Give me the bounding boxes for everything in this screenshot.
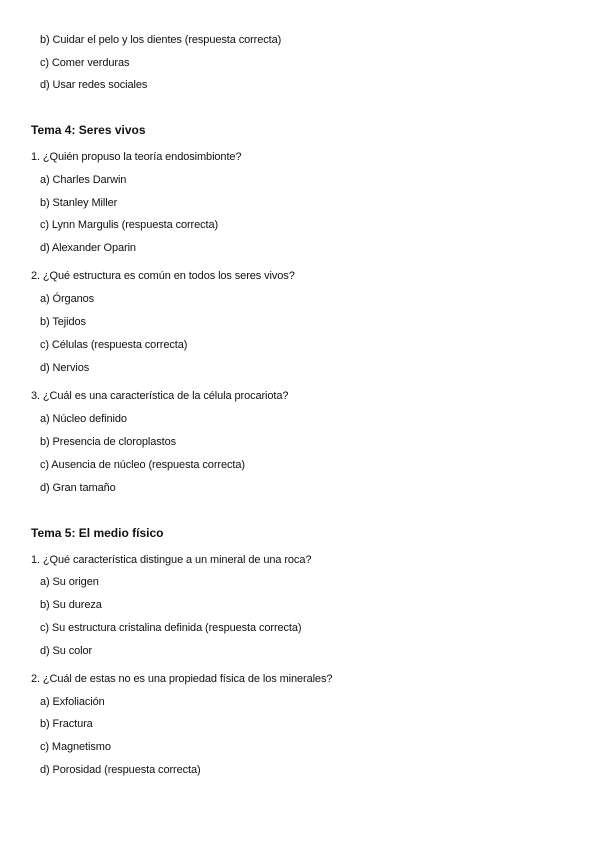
option: c) Células (respuesta correcta) — [40, 339, 188, 351]
option: d) Gran tamaño — [40, 482, 116, 494]
option: a) Charles Darwin — [40, 174, 127, 186]
option: d) Alexander Oparin — [40, 242, 136, 254]
option: a) Su origen — [40, 576, 99, 588]
option: d) Usar redes sociales — [40, 79, 148, 91]
question: 2. ¿Qué estructura es común en todos los seres vivos? — [31, 270, 295, 282]
option: d) Nervios — [40, 362, 90, 374]
option: c) Magnetismo — [40, 741, 111, 753]
option: a) Exfoliación — [40, 696, 105, 708]
option: d) Porosidad (respuesta correcta) — [40, 764, 201, 776]
option: a) Núcleo definido — [40, 413, 127, 425]
section-heading-tema4: Tema 4: Seres vivos — [31, 123, 146, 137]
option: d) Su color — [40, 645, 93, 657]
question: 1. ¿Qué característica distingue a un mineral de una roca? — [31, 554, 312, 566]
option: b) Cuidar el pelo y los dientes (respuesta correcta) — [40, 34, 282, 46]
option: b) Presencia de cloroplastos — [40, 436, 176, 448]
option: c) Ausencia de núcleo (respuesta correcta) — [40, 459, 245, 471]
option: c) Comer verduras — [40, 57, 130, 69]
option: b) Stanley Miller — [40, 197, 118, 209]
section-heading-tema5: Tema 5: El medio físico — [31, 526, 164, 540]
option: c) Su estructura cristalina definida (respuesta correcta) — [40, 622, 302, 634]
question: 3. ¿Cuál es una característica de la célula procariota? — [31, 390, 289, 402]
option: b) Su dureza — [40, 599, 102, 611]
option: c) Lynn Margulis (respuesta correcta) — [40, 219, 219, 231]
option: b) Fractura — [40, 718, 93, 730]
question: 1. ¿Quién propuso la teoría endosimbionte? — [31, 151, 242, 163]
question: 2. ¿Cuál de estas no es una propiedad física de los minerales? — [31, 673, 333, 685]
option: b) Tejidos — [40, 316, 86, 328]
option: a) Órganos — [40, 293, 95, 305]
